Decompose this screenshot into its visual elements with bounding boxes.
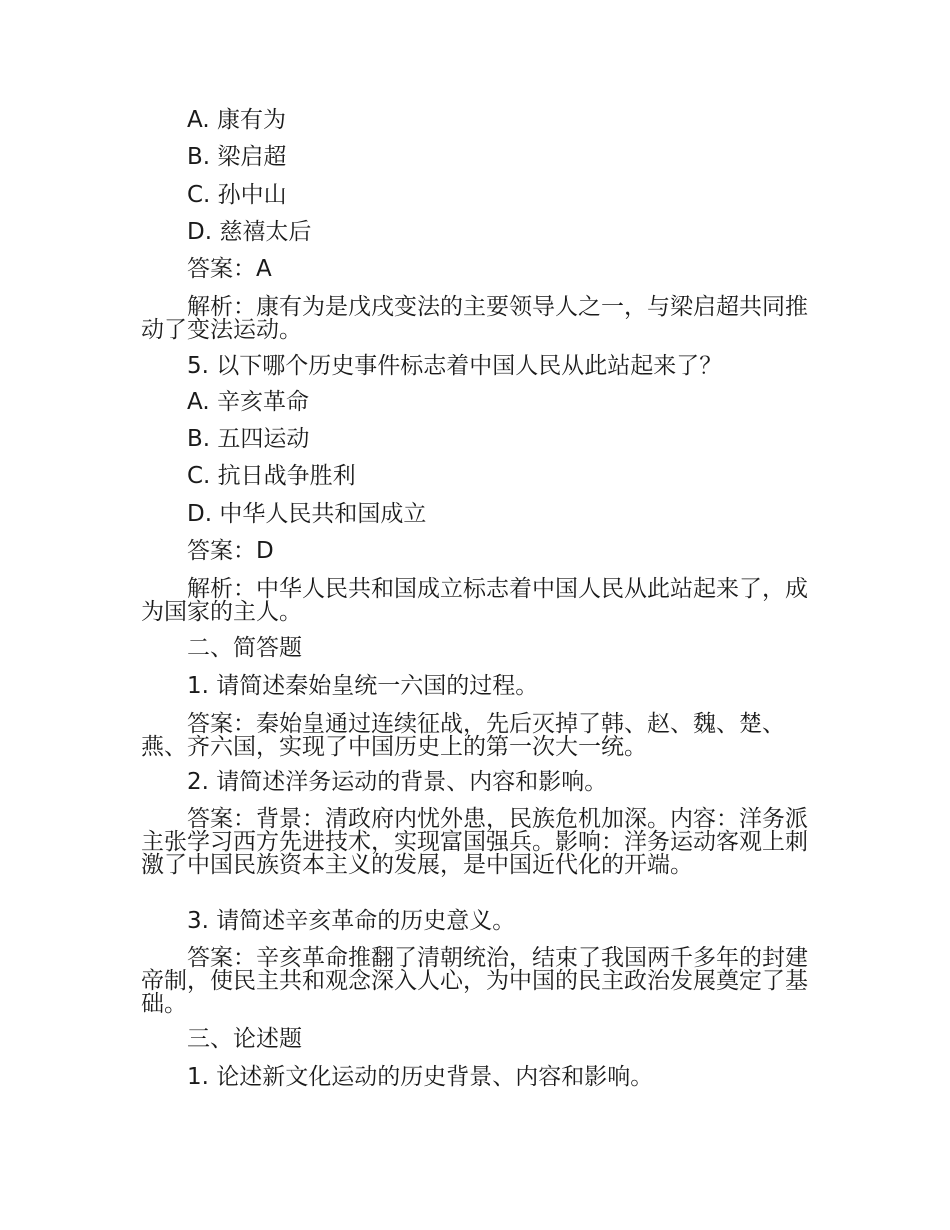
q4-option-a: A. 康有为	[187, 107, 286, 133]
q5-option-a: A. 辛亥革命	[187, 389, 309, 415]
q4-answer: 答案：A	[187, 256, 272, 282]
section2-q3: 3. 请简述辛亥革命的历史意义。	[187, 908, 516, 934]
section3-q1: 1. 论述新文化运动的历史背景、内容和影响。	[187, 1064, 654, 1090]
q5-option-c: C. 抗日战争胜利	[187, 463, 356, 489]
q4-option-c: C. 孙中山	[187, 182, 287, 208]
q5-option-b: B. 五四运动	[187, 426, 310, 452]
section2-a1: 答案：秦始皇通过连续征战，先后灭掉了韩、赵、魏、楚、燕、齐六国，实现了中国历史上的第一次大一统。	[141, 711, 785, 760]
q5-question: 5. 以下哪个历史事件标志着中国人民从此站起来了？	[187, 353, 723, 379]
section2-a3: 答案：辛亥革命推翻了清朝统治，结束了我国两千多年的封建帝制，使民主共和观念深入人心，为中国的民主政治发展奠定了基础。	[141, 945, 808, 1017]
section3-heading: 三、论述题	[187, 1026, 302, 1052]
q5-analysis: 解析：中华人民共和国成立标志着中国人民从此站起来了，成为国家的主人。	[141, 576, 808, 625]
section2-a2: 答案：背景：清政府内忧外患，民族危机加深。内容：洋务派主张学习西方先进技术，实现富国强兵。影响：洋务运动客观上刺激了中国民族资本主义的发展，是中国近代化的开端。	[141, 806, 808, 878]
section2-heading: 二、简答题	[187, 635, 302, 661]
q4-option-b: B. 梁启超	[187, 144, 287, 170]
q5-option-d: D. 中华人民共和国成立	[187, 501, 427, 527]
q4-analysis: 解析：康有为是戊戌变法的主要领导人之一，与梁启超共同推动了变法运动。	[141, 294, 808, 343]
section2-q1: 1. 请简述秦始皇统一六国的过程。	[187, 673, 539, 699]
q5-answer: 答案：D	[187, 538, 274, 564]
q4-option-d: D. 慈禧太后	[187, 219, 312, 245]
section2-q2: 2. 请简述洋务运动的背景、内容和影响。	[187, 769, 608, 795]
